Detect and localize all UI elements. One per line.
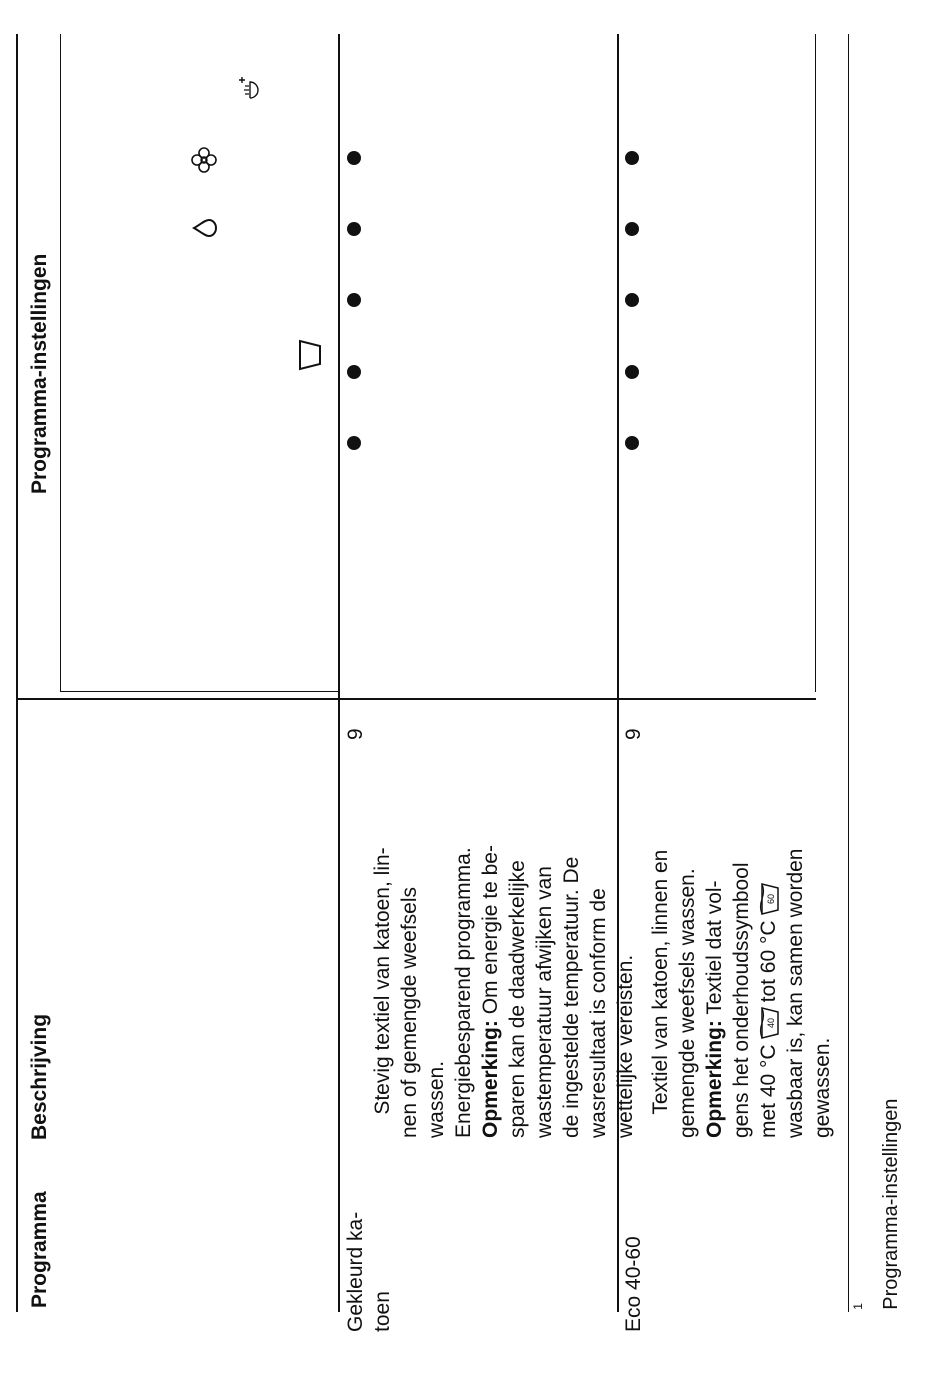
header-underline-settings: [338, 34, 340, 699]
table-top-rule: [16, 34, 18, 1312]
footnote-marker: 1: [851, 1303, 865, 1310]
row2-program-name: Eco 40-60: [622, 1236, 645, 1332]
row2-dot-1: [625, 436, 639, 450]
row1-dot-4: [347, 222, 361, 236]
header-beschrijving: Beschrijving: [28, 1013, 51, 1140]
wash-40-symbol: [758, 1006, 780, 1040]
row2-note-line4: wasbaar is, kan samen worden: [784, 848, 807, 1138]
row1-desc-intro: Stevig textiel van katoen, lin- nen of gemengde weefsels wassen. Energiebesparend programma.: [371, 847, 475, 1138]
row2-dot-2: [625, 365, 639, 379]
svg-text:60: 60: [766, 894, 777, 905]
row2-desc-intro: Textiel van katoen, linnen en gemengde weefsels wassen.: [649, 849, 699, 1138]
extra-rinse-icon: [236, 74, 264, 102]
header-underline: [338, 699, 340, 1312]
row2-dot-5: [625, 151, 639, 165]
header-programma: Programma: [28, 1191, 51, 1308]
row2-dot-4: [625, 222, 639, 236]
settings-bottom-rule: [815, 34, 816, 692]
row2-note-line3b: tot 60 °C: [757, 920, 780, 1003]
row2-note-line2: gens het onderhoudssymbool: [730, 862, 753, 1138]
water-drop-icon: [192, 216, 218, 240]
row1-load: 9: [344, 728, 367, 740]
row2-note-line3a: met 40 °C: [757, 1044, 780, 1138]
settings-subheader-tick: [60, 691, 338, 692]
row1-description: [342, 678, 666, 1138]
prewash-compartment-icon: [296, 338, 324, 372]
row2-note-line1: Textiel dat vol-: [703, 880, 726, 1021]
footnote: [818, 1099, 932, 1332]
row1-dot-1: [347, 436, 361, 450]
footnote-text: Programma-instellingen: [879, 1098, 902, 1310]
svg-text:40: 40: [766, 1018, 777, 1029]
flower-icon: [190, 146, 218, 174]
row1-dot-2: [347, 365, 361, 379]
row2-description: [620, 678, 863, 1138]
row1-program-name: Gekleurd ka- toen: [344, 1211, 394, 1332]
row2-dot-3: [625, 293, 639, 307]
row1-dot-5: [347, 151, 361, 165]
row1-note-text: Om energie te be- sparen kan de daadwerkelijke wastemperatuur afwijken van de ingestelde temperatuur. De wasresultaat is conform de wettelijke vereisten.: [479, 845, 637, 1138]
header-settings: Programma-instellingen: [28, 253, 51, 494]
settings-subheader-rule: [60, 34, 61, 692]
row2-note-label: Opmerking:: [703, 1020, 726, 1138]
row2-load: 9: [622, 728, 645, 740]
row1-dot-3: [347, 293, 361, 307]
row2-note-line5: gewassen.: [811, 1037, 834, 1138]
row1-note-label: Opmerking:: [479, 1020, 502, 1138]
wash-60-symbol: [758, 882, 780, 916]
